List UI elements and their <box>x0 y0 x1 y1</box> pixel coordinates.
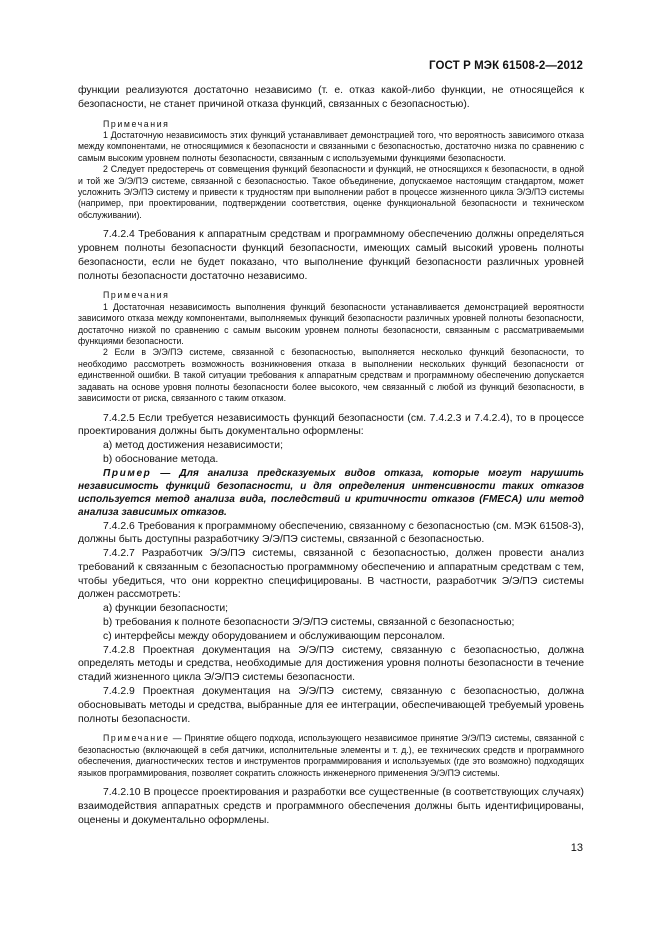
notes-heading: Примечания <box>103 290 170 301</box>
example-block <box>78 467 584 520</box>
paragraph-continuation: функции реализуются достаточно независимо (т. е. отказ какой-либо функции, не относящейся к безопасности, не станет причиной отказа функций, связанных с безопасностью). <box>78 85 584 110</box>
clause-7-4-2-6: 7.4.2.6 Требования к программному обеспечению, связанному с безопасностью (см. МЭК 61508-3), должны быть доступны разработчику Э/Э/ПЭ системы, связанной с безопасностью. <box>78 520 584 546</box>
clause-7-4-2-9: 7.4.2.9 Проектная документация на Э/Э/ПЭ систему, связанную с безопасностью, должна обосновывать методы и средства, выбранные для ее интеграции, обеспечивающей требуемый уровень полноты безопасности. <box>78 686 584 725</box>
page-number: 13 <box>570 842 583 854</box>
clause-7-4-2-7: 7.4.2.7 Разработчик Э/Э/ПЭ системы, связанной с безопасностью, должен провести анализ требований к связанным с безопасностью программному обеспечению и аппаратным средствам с тем, чтобы убедиться, что они корректно специфицированы. В частности, разработчик Э/Э/ПЭ системы должен рассмотреть: <box>78 548 584 601</box>
note-item: 2 Следует предостеречь от совмещения функций безопасности и функций, не относящихся к безопасности, в одной и той же Э/Э/ПЭ системе, связанной с безопасностью. Такое объединение, допускаемое настоящим стандартом, может усложнить Э/Э/ПЭ систему и привести к трудностям при выполнении работ в процессе жизненного цикла Э/Э/ПЭ системы (например, при проектировании, подтверждении соответствия, оценке функциональной безопасности и техническом обслуживании). <box>78 164 584 220</box>
list-item: а) функции безопасности; <box>103 603 229 615</box>
list-item: а) метод достижения независимости; <box>103 440 283 452</box>
note-label: Примечание <box>103 733 170 744</box>
note-item: 2 Если в Э/Э/ПЭ системе, связанной с безопасностью, выполняется несколько функций безопасности, то необходимо рассмотреть возможность возникновения отказа в выполнении нескольких функций безопасности от единственной ошибки. В такой ситуации требования к аппаратным средствам и программному обеспечению допускается задавать на основе уровня полноты безопасности более высокого, чем связанный с любой из функций безопасности, в зависимости от риска, связанного с таким отказом. <box>78 347 584 404</box>
list-item: b) требования к полноте безопасности Э/Э/ПЭ системы, связанной с безопасностью; <box>103 617 515 629</box>
notes-heading: Примечания <box>103 118 170 129</box>
clause-7-4-2-4: 7.4.2.4 Требования к аппаратным средствам и программному обеспечению должны определяться уровнем полноты безопасности функций безопасности, имеющих самый высокий уровень полноты безопасности, если не будет показано, что выполнение функций безопасности различных уровней полноты безопасности достаточно независимо. <box>78 229 584 282</box>
note-text: — Принятие общего подхода, использующего независимое принятие Э/Э/ПЭ системы, связанной с безопасностью (включающей в себя датчики, исполнительные элементы и т. д.), ее технических средств и программного обеспечения, диагностических тестов и инструментов программирования и используемых (где это возможно) подходящих языков программирования, позволяет сократить сложность инженерного применения Э/Э/ПЭ системы. <box>78 733 584 778</box>
list-item: с) интерфейсы между оборудованием и обслуживающим персоналом. <box>103 630 446 642</box>
clause-7-4-2-10: 7.4.2.10 В процессе проектирования и разработки все существенные (в соответствующих случаях) взаимодействия аппаратных средств и программного обеспечения должны быть идентифицированы, оценены и документально оформлены. <box>78 787 584 826</box>
note-item: 1 Достаточную независимость этих функций устанавливает демонстрацией того, что вероятность зависимого отказа между компонентами, не относящимися к безопасности и связанными с безопасностью, достаточно низка по сравнению с самым высоким уровнем полноты безопасности, связанным с используемыми функциями безопасности. <box>78 130 584 163</box>
clause-7-4-2-5: 7.4.2.5 Если требуется независимость функций безопасности (см. 7.4.2.3 и 7.4.2.4), то в процессе проектирования должны быть документально оформлены: <box>78 412 584 438</box>
example-text: — Для анализа предсказуемых видов отказа, которые могут нарушить независимость функций безопасности, и для определения интенсивности таких отказов используется метод анализа вида, последствий и критичности отказов (FMECA) или метод анализа зависимых отказов. <box>78 467 584 519</box>
page-content <box>78 84 584 827</box>
example-label: Пример <box>103 467 152 479</box>
note-block <box>78 733 584 779</box>
list-item: b) обоснование метода. <box>103 453 219 465</box>
note-item: 1 Достаточная независимость выполнения функций безопасности устанавливается демонстрацией вероятности зависимого отказа между компонентами, выполняемых функций безопасности различных уровней полноты безопасности, достаточно низкой по сравнению с самым высоким уровнем полноты безопасности, связанным с рассматриваемыми функциями безопасности. <box>78 301 584 347</box>
clause-7-4-2-8: 7.4.2.8 Проектная документация на Э/Э/ПЭ систему, связанную с безопасностью, должна определять методы и средства, необходимые для достижения уровня полноты безопасности в течение стадий жизненного цикла Э/Э/ПЭ системы безопасности. <box>78 644 584 684</box>
document-code-header: ГОСТ Р МЭК 61508-2—2012 <box>429 60 583 72</box>
